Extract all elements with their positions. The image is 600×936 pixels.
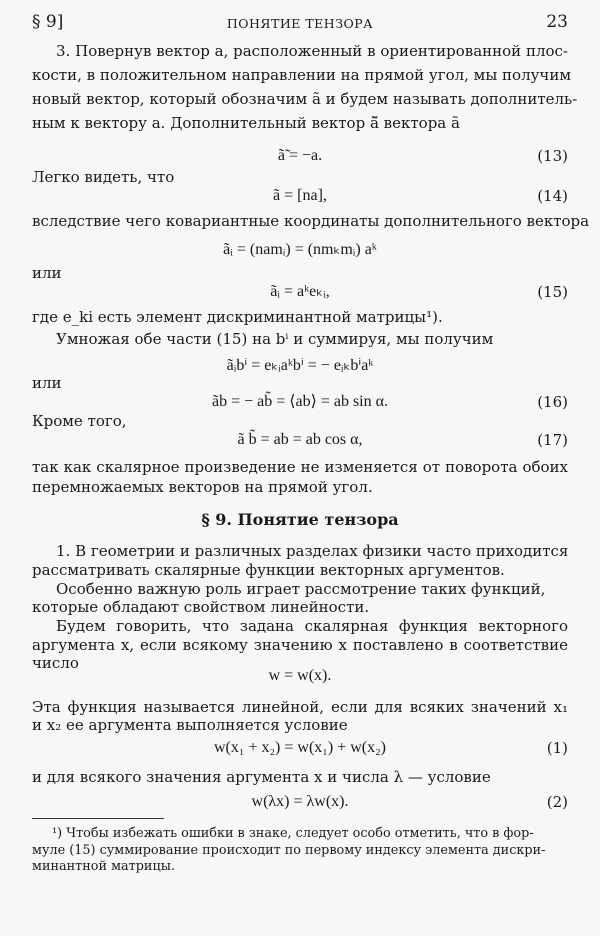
footnote-line: минантной матрицы. [32,859,175,874]
text-line: или [32,264,62,282]
text-line: Будем говорить, что задана скалярная функция векторного [56,617,568,635]
text-line: Умножая обе части (15) на bⁱ и суммируя, мы получим [56,330,494,348]
text-line: где e_ki есть элемент дискриминантной матрицы¹). [32,308,443,326]
equation-1 [32,736,568,760]
equation-formula: ã̃ = −a. [277,147,323,164]
footnote-line: ¹) Чтобы избежать ошибки в знаке, следует особо отметить, что в фор- [52,826,534,841]
equation-formula: ãb = − ab̃ = ⟨ab⟩ = ab sin α. [211,393,389,410]
equation-formula: w(x₁ + x₂) = w(x₁) + w(x₂) [213,739,386,756]
equation-number: (2) [546,793,568,811]
equation-formula: ã = [na], [273,187,327,204]
equation-w [32,664,568,688]
equation-formula: w(λx) = λw(x). [251,793,349,810]
text-line: которые обладают свойством линейности. [32,598,370,616]
equation-2 [32,790,568,814]
text-line: рассматривать скалярные функции векторных аргументов. [32,561,505,579]
footnote-divider [32,818,164,819]
section-title: § 9. Понятие тензора [201,510,399,529]
text-line: Кроме того, [32,412,127,430]
equation-formula: ãᵢ = (namᵢ) = (nmₖmᵢ) aᵏ [223,241,377,258]
text-line: кости, в положительном направлении на прямой угол, мы получим [32,66,572,84]
text-line: ным к вектору a. Дополнительный вектор ã̃ вектора ã [32,114,460,132]
text-line: или [32,374,62,392]
footnote-line: муле (15) суммирование происходит по первому индексу элемента дискри- [32,843,546,858]
equation-number: (15) [537,283,568,301]
equation-14 [32,184,568,208]
text-line: новый вектор, который обозначим ã и будем называть дополнитель- [32,90,578,108]
equation-formula: ã b̃ = ab = ab cos α, [237,431,363,448]
text-line: 1. В геометрии и различных разделах физики часто приходится [56,542,569,560]
text-line: перемножаемых векторов на прямой угол. [32,478,373,496]
equation-number: (14) [537,187,568,205]
running-title: ПОНЯТИЕ ТЕНЗОРА [226,16,374,31]
text-line: вследствие чего ковариантные координаты дополнительного вектора [32,212,590,230]
text-line: Особенно важную роль играет рассмотрение таких функций, [56,580,546,598]
equation-formula: w = w(x). [268,667,332,684]
text-line: аргумента x, если всякому значению x поставлено в соответствие [32,636,568,654]
equation-covariant [32,238,568,262]
text-line: 3. Повернув вектор a, расположенный в ориентированной плос- [56,42,568,60]
equation-number: (17) [537,431,568,449]
text-line: Эта функция называется линейной, если для всяких значений x₁ [32,698,568,716]
text-line: и x₂ ее аргумента выполняется условие [32,716,348,734]
equation-formula: ãᵢbⁱ = eₖᵢaᵏbⁱ = − eᵢₖbⁱaᵏ [226,357,374,374]
text-line: так как скалярное произведение не изменяется от поворота обоих [32,458,568,476]
equation-formula: ãᵢ = aᵏeₖᵢ, [270,283,330,300]
text-line: Легко видеть, что [32,168,175,186]
equation-16 [32,390,568,414]
equation-17 [32,428,568,452]
equation-15 [32,280,568,304]
section-marker: § 9] [32,12,64,32]
page-number: 23 [546,12,568,32]
equation-number: (16) [537,393,568,411]
text-line: и для всякого значения аргумента x и числа λ — условие [32,768,491,786]
equation-13 [32,144,568,168]
text-line: число [32,654,79,672]
equation-number: (1) [546,739,568,757]
equation-number: (13) [537,147,568,165]
